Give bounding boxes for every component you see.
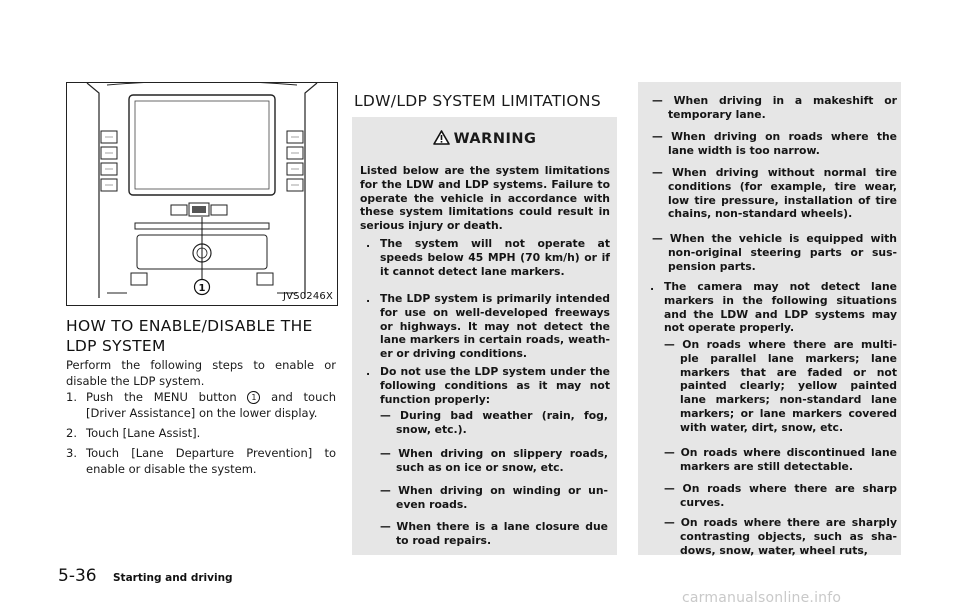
- condition-item: — When driving on roads where the lane width is too narrow.: [652, 130, 897, 157]
- condition-item: — When driving without normal tire conditions (for example, tire wear, low tire pressure, installation of tire chains, non-standard wheels).: [652, 166, 897, 221]
- step-text: Touch [Lane Assist].: [86, 426, 201, 440]
- warning-bullet-1: . The system will not operate at speeds below 45 MPH (70 km/h) or if it cannot detect lane markers.: [366, 237, 610, 278]
- warning-triangle-icon: [433, 130, 450, 145]
- condition-item: — During bad weather (rain, fog, snow, etc.).: [380, 409, 608, 436]
- condition-item: — When driving on slippery roads, such as on ice or snow, etc.: [380, 447, 608, 474]
- situation-item: — On roads where discontinued lane markers are still detectable.: [664, 446, 897, 473]
- warning-intro: Listed below are the system limitations for the LDW and LDP systems. Failure to operate the vehicle in accordance with these system limitations could result in serious injury or death.: [360, 164, 610, 233]
- warning-bullet-3: . Do not use the LDP system under the following conditions as it may not function properly:: [366, 365, 610, 406]
- dashboard-illustration: [66, 82, 338, 306]
- intro-paragraph: Perform the following steps to enable or disable the LDP system.: [66, 358, 336, 388]
- condition-item: — When there is a lane closure due to road repairs.: [380, 520, 608, 547]
- step-number: 1.: [66, 390, 77, 404]
- warning-heading: [352, 130, 617, 147]
- step-text: Touch [Lane Departure Prevention] to enable or disable the system.: [86, 446, 336, 476]
- condition-item: — When driving in a makeshift or temporary lane.: [652, 94, 897, 121]
- step-number: 2.: [66, 426, 77, 440]
- callout-number: 1: [198, 283, 206, 294]
- step-2: [66, 426, 336, 442]
- circled-one-icon: 1: [247, 391, 260, 404]
- footer-section-name: Starting and driving: [113, 572, 233, 584]
- condition-item: — When driving on winding or un- even roads.: [380, 484, 608, 511]
- warning-bullet-2: . The LDP system is primarily intended for use on well-developed freeways or highways. It may not detect the lane markers in certain roads, weath- er or driving conditions.: [366, 292, 610, 361]
- page-number: 5-36: [58, 566, 97, 586]
- watermark: carmanualsonline.info: [682, 590, 842, 606]
- center-console-drawing: [67, 83, 337, 305]
- heading-line-1: HOW TO ENABLE/DISABLE THE: [66, 317, 313, 335]
- section-heading-enable-disable: [66, 316, 346, 356]
- step-1: [66, 390, 336, 421]
- situation-item: — On roads where there are multi- ple parallel lane markers; lane markers that are faded or not painted clearly; yellow painted lane markers; non-standard lane markers; or lane markers covered with water, dirt, snow, etc.: [664, 338, 897, 434]
- heading-line-2: LDP SYSTEM: [66, 337, 166, 355]
- figure-caption: JVS0246X: [282, 291, 333, 302]
- condition-item: — When the vehicle is equipped with non-original steering parts or sus- pension parts.: [652, 232, 897, 273]
- situation-item: — On roads where there are sharply contrasting objects, such as sha- dows, snow, water, wheel ruts,: [664, 516, 897, 557]
- step-text: Push the MENU button 1 and touch [Driver Assistance] on the lower display.: [86, 390, 336, 420]
- step-3: [66, 446, 336, 477]
- warning-bullet-4: . The camera may not detect lane markers in the following situations and the LDW and LDP systems may not operate properly.: [650, 280, 897, 335]
- step-number: 3.: [66, 446, 77, 460]
- warning-label: WARNING: [453, 131, 537, 147]
- situation-item: — On roads where there are sharp curves.: [664, 482, 897, 509]
- section-heading-limitations: LDW/LDP SYSTEM LIMITATIONS: [354, 92, 601, 110]
